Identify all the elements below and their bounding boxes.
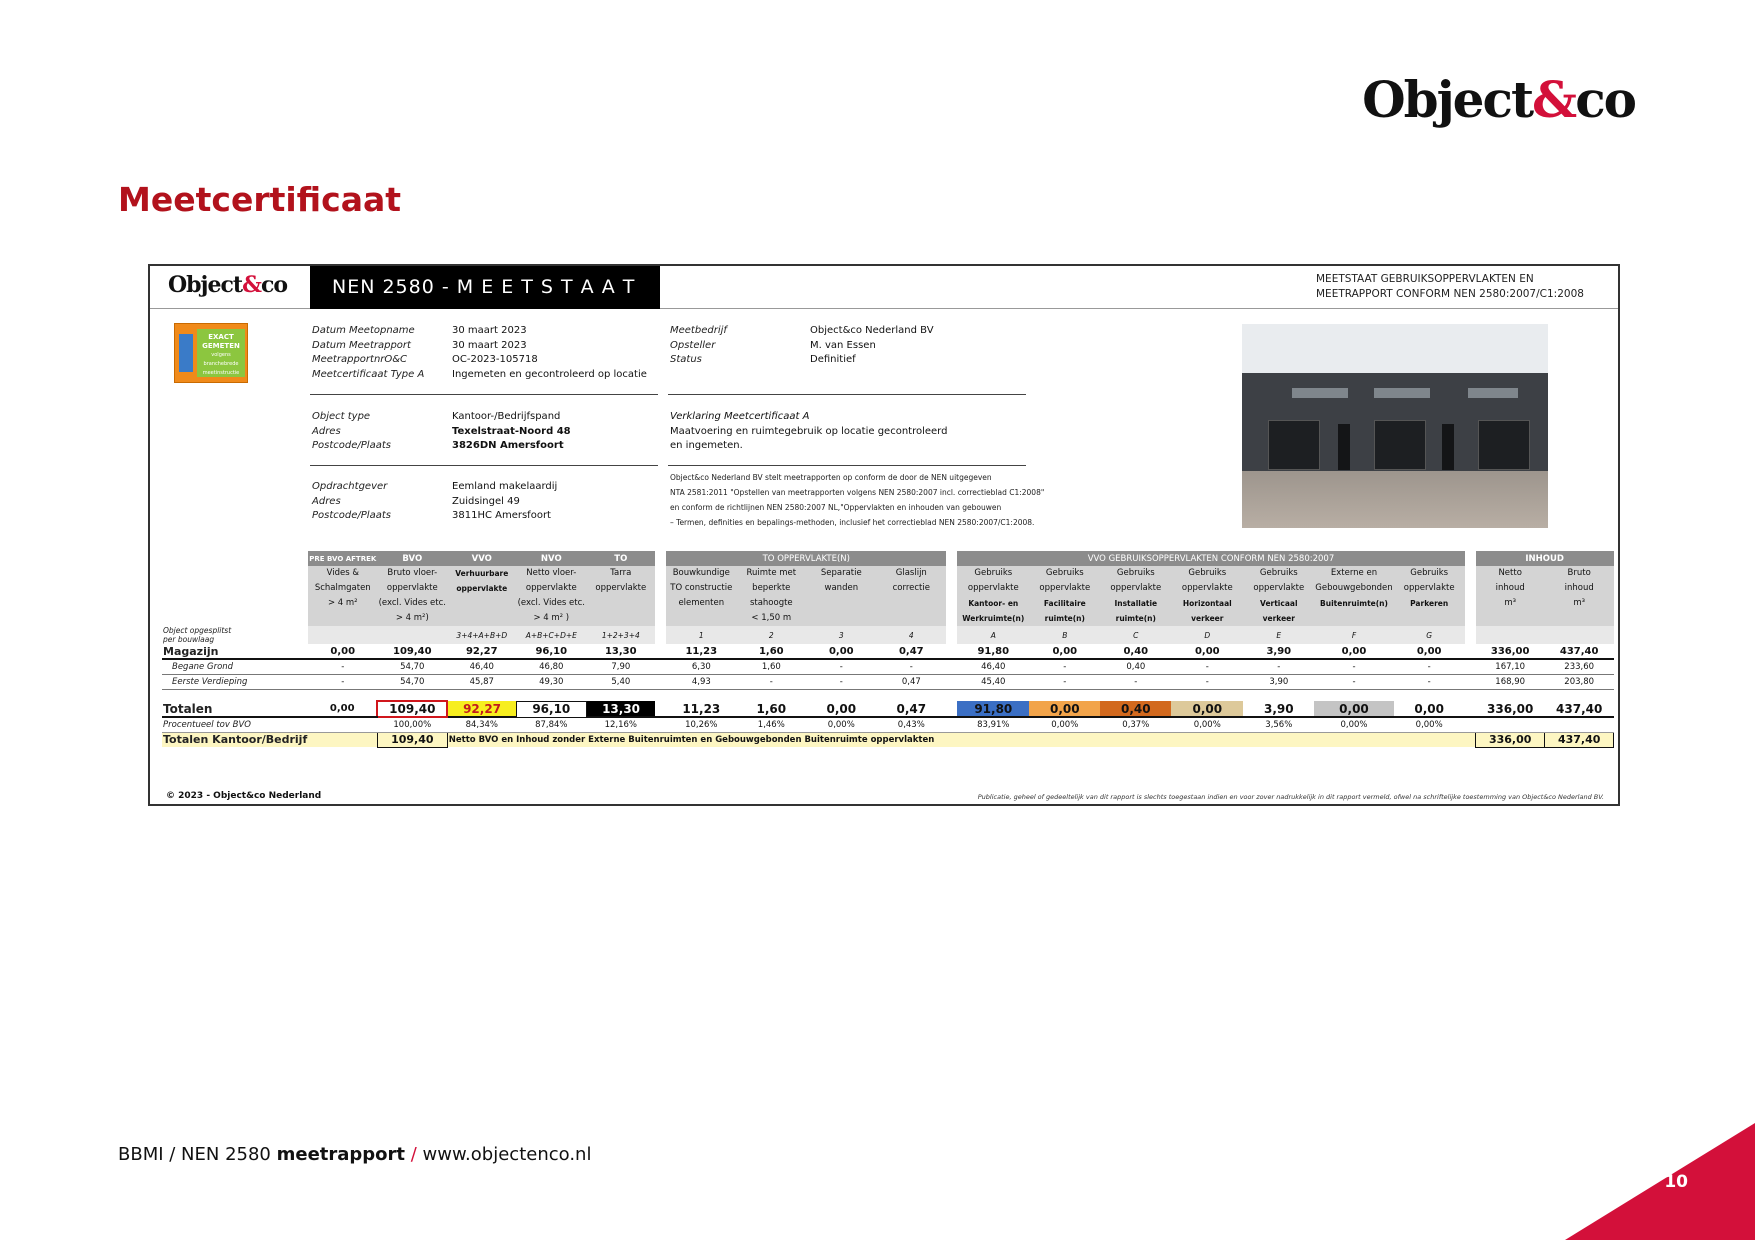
percent-cell (1476, 717, 1545, 732)
certificate-logo: Object&co (168, 272, 288, 298)
totals-cell: 91,80 (957, 701, 1029, 717)
building-photo (1242, 324, 1548, 528)
totals-cell: 11,23 (666, 701, 736, 717)
table-cell: - (1394, 659, 1465, 674)
info-row: MeetrapportnrO&C OC-2023-105718 (312, 354, 538, 365)
table-cell: - (1171, 674, 1243, 689)
totals-cell: 1,60 (736, 701, 806, 717)
column-label: Verhuurbare oppervlakte (447, 566, 516, 626)
block-object (312, 410, 571, 454)
table-cell: 54,70 (377, 659, 447, 674)
column-label: Gebruiks oppervlakte Installatie ruimte(n) (1100, 566, 1171, 626)
table-cell: 91,80 (957, 644, 1029, 659)
column-label: Gebruiks oppervlakte Horizontaal verkeer (1171, 566, 1243, 626)
info-row: Adres Texelstraat-Noord 48 (312, 425, 571, 437)
formula-cell: A+B+C+D+E (516, 626, 586, 644)
table-row-magazijn (162, 644, 1614, 659)
table-cell: 0,00 (308, 644, 377, 659)
table-cell: 0,40 (1100, 659, 1171, 674)
percent-cell: 3,56% (1243, 717, 1314, 732)
table-cell: 203,80 (1545, 674, 1614, 689)
table-cell: - (1029, 674, 1100, 689)
formula-cell: 3+4+A+B+D (447, 626, 516, 644)
column-label: Gebruiks oppervlakte Facilitaire ruimte(n) (1029, 566, 1100, 626)
certificate-header (150, 266, 1618, 309)
table-cell: - (1100, 674, 1171, 689)
table-cell (162, 566, 308, 626)
nen-compliance-note: Object&co Nederland BV stelt meetrapporten op conform de door de NEN uitgegeven NTA 2581:2011 "Opstellen van meetrapporten volgens NEN 2580:2007 incl. correctieblad C1:2008" en conform de richtlijnen NEN 2580:2007 NL,"Oppervlakten en inhouden van gebouwen – Termen, definities en bepalings-methoden, inclusief het correctieblad NEN 2580:2007/C1:2008. (670, 473, 1045, 527)
table-cell: 0,40 (1100, 644, 1171, 659)
block-meetopname (312, 324, 647, 382)
totals-cell: 0,00 (1171, 701, 1243, 717)
column-label-row (162, 566, 1614, 626)
formula-cell: D (1171, 626, 1243, 644)
percent-cell: 100,00% (377, 717, 447, 732)
exact-gemeten-badge-icon (174, 323, 248, 383)
table-cell: 0,00 (1394, 644, 1465, 659)
table-row-begane-grond (162, 659, 1614, 674)
table-row-kantoor-bedrijf: Totalen Kantoor/Bedrijf 109,40 Netto BVO en Inhoud zonder Externe Buitenruimten en Gebouwgebonden Buitenruimte oppervlakten 336,00 437,40 (162, 732, 1614, 747)
formula-cell (1545, 626, 1614, 644)
formula-cell: F (1314, 626, 1393, 644)
table-row-eerste-verdieping (162, 674, 1614, 689)
table-cell: 167,10 (1476, 659, 1545, 674)
table-cell: - (1029, 659, 1100, 674)
percent-cell: 1,46% (736, 717, 806, 732)
measurement-table (162, 551, 1614, 748)
formula-cell (377, 626, 447, 644)
person-figure-icon (179, 334, 193, 372)
percent-cell: 12,16% (586, 717, 655, 732)
row-label: Magazijn (162, 644, 308, 659)
info-row: Adres Zuidsingel 49 (312, 495, 520, 507)
column-label: Netto vloer- oppervlakte (excl. Vides etc. > 4 m² ) (516, 566, 586, 626)
formula-row-label: Object opgesplitst per bouwlaag (163, 626, 232, 644)
website-link[interactable]: www.objectenco.nl (422, 1144, 592, 1165)
totals-cell: 92,27 (447, 701, 516, 717)
brand-logo: Object&co (1362, 70, 1635, 129)
table-cell: 13,30 (586, 644, 655, 659)
table-cell: 7,90 (586, 659, 655, 674)
page-number: 10 (1664, 1172, 1688, 1192)
row-label: Begane Grond (162, 659, 308, 674)
formula-cell: 2 (736, 626, 806, 644)
table-cell: 336,00 (1476, 644, 1545, 659)
page-footer: BBMI / NEN 2580 meetrapport / www.objectenco.nl (118, 1144, 592, 1165)
table-cell: 46,80 (516, 659, 586, 674)
info-row: Postcode/Plaats 3811HC Amersfoort (312, 510, 551, 521)
table-cell: 0,00 (1171, 644, 1243, 659)
totals-cell: 3,90 (1243, 701, 1314, 717)
percent-cell: 0,43% (876, 717, 946, 732)
table-cell: 49,30 (516, 674, 586, 689)
spacer-row (162, 689, 1614, 701)
totals-cell: 96,10 (516, 701, 586, 717)
badge-text: EXACT GEMETEN volgens branchebrede meetinstructie (197, 329, 245, 377)
totals-cell: 109,40 (377, 701, 447, 717)
table-row-totalen (162, 701, 1614, 717)
table-cell: 0,47 (876, 674, 946, 689)
column-label: Separatie wanden (806, 566, 876, 626)
table-cell: 54,70 (377, 674, 447, 689)
table-cell: 233,60 (1545, 659, 1614, 674)
page-corner-triangle (1565, 1123, 1755, 1240)
column-label: Gebruiks oppervlakte Verticaal verkeer (1243, 566, 1314, 626)
info-row: Opsteller M. van Essen (670, 339, 876, 351)
table-cell: 45,40 (957, 674, 1029, 689)
table-cell: 6,30 (666, 659, 736, 674)
formula-cell (1476, 626, 1545, 644)
measurement-certificate (148, 264, 1620, 806)
percent-cell: 0,00% (1394, 717, 1465, 732)
row-label: Eerste Verdieping (162, 674, 308, 689)
formula-cell: 1 (666, 626, 736, 644)
formula-cell: A (957, 626, 1029, 644)
table-cell: 92,27 (447, 644, 516, 659)
table-cell: - (1314, 659, 1393, 674)
percent-cell: 83,91% (957, 717, 1029, 732)
table-cell: 3,90 (1243, 644, 1314, 659)
table-cell: 4,93 (666, 674, 736, 689)
percent-cell: 0,00% (1314, 717, 1393, 732)
table-cell: 0,00 (1029, 644, 1100, 659)
totals-cell: 0,47 (876, 701, 946, 717)
percent-cell: 0,37% (1100, 717, 1171, 732)
column-label: Bruto inhoud m³ (1545, 566, 1614, 626)
table-cell: - (308, 674, 377, 689)
formula-row (162, 626, 1614, 644)
certificate-copyright: © 2023 - Object&co Nederland (166, 791, 322, 801)
block-meetbedrijf (670, 324, 934, 368)
percent-cell: 0,00% (1029, 717, 1100, 732)
percent-cell: 84,34% (447, 717, 516, 732)
formula-cell: 3 (806, 626, 876, 644)
table-cell: 46,40 (447, 659, 516, 674)
group-header-row: PRE BVO AFTREK BVO VVO NVO TO TO OPPERVLAKTE(N) VVO GEBRUIKSOPPERVLAKTEN CONFORM NEN 2580:2007 INHOUD (162, 551, 1614, 566)
block-opdrachtgever (312, 480, 557, 524)
table-cell: - (806, 659, 876, 674)
table-cell: 437,40 (1545, 644, 1614, 659)
table-cell: - (1243, 659, 1314, 674)
column-label: Tarra oppervlakte (586, 566, 655, 626)
table-cell: 45,87 (447, 674, 516, 689)
table-cell: 0,00 (1314, 644, 1393, 659)
table-cell: - (876, 659, 946, 674)
info-row: Datum Meetopname 30 maart 2023 (312, 325, 527, 336)
percent-label: Procentueel tov BVO (162, 717, 308, 732)
column-label: Bruto vloer- oppervlakte (excl. Vides etc. > 4 m²) (377, 566, 447, 626)
info-row: Postcode/Plaats 3826DN Amersfoort (312, 440, 564, 451)
percent-cell: 87,84% (516, 717, 586, 732)
percent-cell: 10,26% (666, 717, 736, 732)
table-cell: 1,60 (736, 659, 806, 674)
totals-cell: 437,40 (1545, 701, 1614, 717)
table-cell: 96,10 (516, 644, 586, 659)
table-cell: 109,40 (377, 644, 447, 659)
percent-cell: 0,00% (1171, 717, 1243, 732)
table-cell: - (806, 674, 876, 689)
table-cell: - (1314, 674, 1393, 689)
totals-label: Totalen (162, 701, 308, 717)
table-cell: 0,47 (876, 644, 946, 659)
table-cell: 0,00 (806, 644, 876, 659)
info-row: Meetcertificaat Type A Ingemeten en gecontroleerd op locatie (312, 368, 647, 380)
table-cell: 5,40 (586, 674, 655, 689)
info-row: Meetbedrijf Object&co Nederland BV (670, 325, 934, 336)
nen-title-bar: NEN 2580 - M E E T S T A A T (310, 266, 660, 309)
certificate-publication-note: Publicatie, geheel of gedeeltelijk van dit rapport is slechts toegestaan indien en voor zover nadrukkelijk in dit rapport vermeld, ofwel na schriftelijke toestemming van Object&co Nederland BV. (977, 793, 1604, 801)
column-label: Gebruiks oppervlakte Kantoor- en Werkruimte(n) (957, 566, 1029, 626)
table-cell: 3,90 (1243, 674, 1314, 689)
totals-cell: 0,00 (308, 701, 377, 717)
formula-cell: G (1394, 626, 1465, 644)
table-cell: - (308, 659, 377, 674)
info-row: Status Definitief (670, 354, 856, 365)
totals-cell: 0,00 (806, 701, 876, 717)
column-label: Vides & Schalmgaten > 4 m² (308, 566, 377, 626)
page-title: Meetcertificaat (118, 180, 402, 219)
formula-cell: C (1100, 626, 1171, 644)
totals-cell: 0,00 (1314, 701, 1393, 717)
percent-cell (1545, 717, 1614, 732)
table-row-percent (162, 717, 1614, 732)
table-cell: 46,40 (957, 659, 1029, 674)
column-label: Ruimte met beperkte stahoogte < 1,50 m (736, 566, 806, 626)
table-cell: 11,23 (666, 644, 736, 659)
info-row: Opdrachtgever Eemland makelaardij (312, 481, 558, 492)
column-label: Bouwkundige TO constructie elementen (666, 566, 736, 626)
percent-cell: 0,00% (806, 717, 876, 732)
totals-cell: 0,00 (1394, 701, 1465, 717)
totals-cell: 0,00 (1029, 701, 1100, 717)
formula-cell: E (1243, 626, 1314, 644)
table-cell: - (1394, 674, 1465, 689)
totals-cell: 336,00 (1476, 701, 1545, 717)
formula-cell: 1+2+3+4 (586, 626, 655, 644)
formula-cell: 4 (876, 626, 946, 644)
table-cell: - (736, 674, 806, 689)
formula-cell: B (1029, 626, 1100, 644)
column-label: Netto inhoud m³ (1476, 566, 1545, 626)
column-label: Externe en Gebouwgebonden Buitenruimte(n) (1314, 566, 1393, 626)
table-cell: - (1171, 659, 1243, 674)
column-label: Glaslijn correctie (876, 566, 946, 626)
table-cell: 1,60 (736, 644, 806, 659)
totals-cell: 13,30 (586, 701, 655, 717)
totals-cell: 0,40 (1100, 701, 1171, 717)
percent-cell (308, 717, 377, 732)
info-row: Object type Kantoor-/Bedrijfspand (312, 411, 561, 422)
table-cell: 168,90 (1476, 674, 1545, 689)
block-verklaring: Verklaring Meetcertificaat A Maatvoering en ruimtegebruik op locatie gecontroleerd en ingemeten. (670, 411, 948, 451)
info-row: Datum Meetrapport 30 maart 2023 (312, 339, 527, 351)
header-right-text: MEETSTAAT GEBRUIKSOPPERVLAKTEN EN MEETRAPPORT CONFORM NEN 2580:2007/C1:2008 (1316, 273, 1584, 300)
formula-cell (308, 626, 377, 644)
column-label: Gebruiks oppervlakte Parkeren (1394, 566, 1465, 626)
